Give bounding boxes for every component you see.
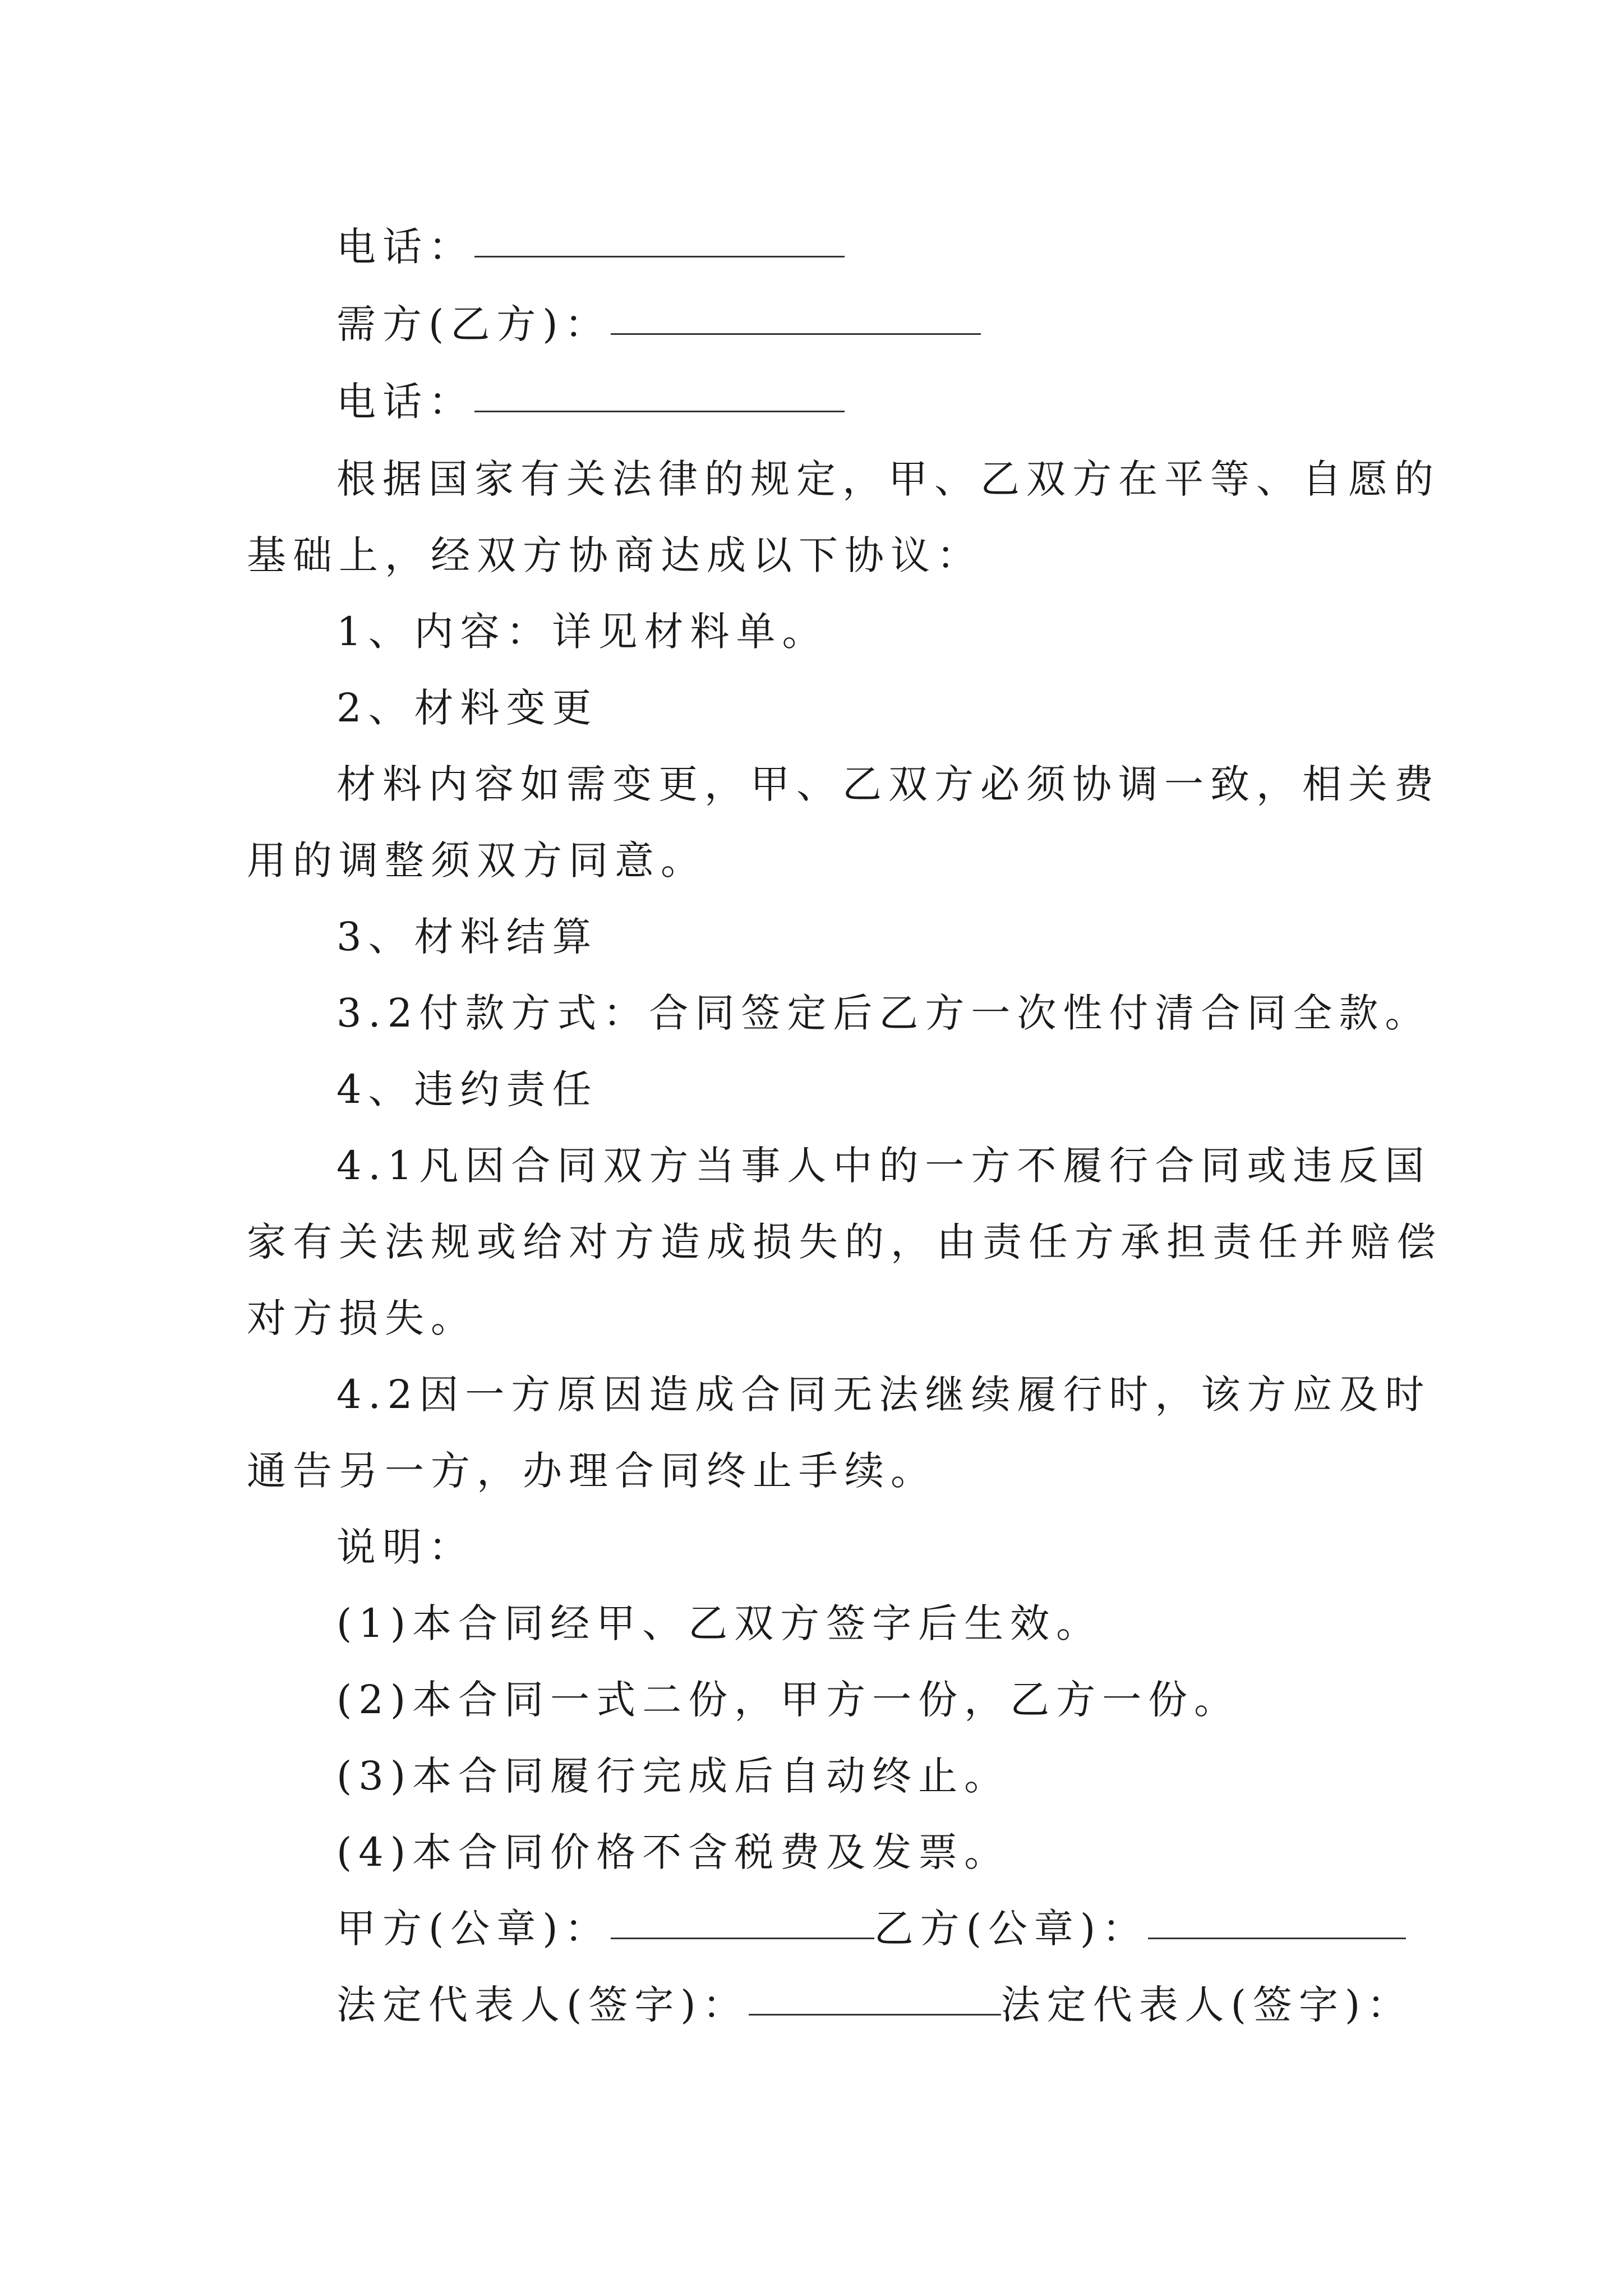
clause-text: 材料内容如需变更，甲、乙双方必须协调一致，相关费 <box>336 761 1440 807</box>
clause-text: 对方损失。 <box>247 1295 477 1341</box>
seal-row <box>336 1901 1406 1957</box>
phone-row-2 <box>336 374 845 430</box>
phone-row-1 <box>336 219 845 275</box>
party-a-seal-blank[interactable] <box>611 1901 874 1939</box>
legal-rep-a-blank[interactable] <box>749 1977 1001 2016</box>
buyer-row <box>336 296 981 352</box>
phone-blank[interactable] <box>474 219 845 257</box>
intro-line: 根据国家有关法律的规定，甲、乙双方在平等、自愿的 <box>336 456 1440 502</box>
clause-text: 通告另一方，办理合同终止手续。 <box>247 1448 937 1494</box>
clause-text: 家有关法规或给对方造成损失的，由责任方承担责任并赔偿 <box>247 1219 1442 1265</box>
note-item: (3)本合同履行完成后自动终止。 <box>336 1753 1011 1799</box>
legal-rep-label-a: 法定代表人(签字)： <box>336 1982 749 2028</box>
phone-label: 电话： <box>336 224 474 270</box>
clause-text: 3.2付款方式：合同签定后乙方一次性付清合同全款。 <box>336 990 1431 1036</box>
note-item: (4)本合同价格不含税费及发票。 <box>336 1829 1011 1875</box>
note-item: (2)本合同一式二份，甲方一份，乙方一份。 <box>336 1677 1241 1723</box>
clause-text: 4.2因一方原因造成合同无法继续履行时，该方应及时 <box>336 1372 1431 1418</box>
clause-heading: 3、材料结算 <box>336 914 598 960</box>
legal-rep-row <box>336 1977 1413 2033</box>
buyer-label: 需方(乙方)： <box>336 301 611 347</box>
party-b-seal-label: 乙方(公章)： <box>874 1906 1149 1952</box>
party-b-seal-blank[interactable] <box>1148 1901 1406 1939</box>
clause-item: 1、内容：详见材料单。 <box>336 609 828 655</box>
clause-heading: 2、材料变更 <box>336 685 598 731</box>
buyer-blank[interactable] <box>611 296 981 335</box>
clause-text: 用的调整须双方同意。 <box>247 838 707 884</box>
intro-line: 基础上，经双方协商达成以下协议： <box>247 532 983 578</box>
note-item: (1)本合同经甲、乙双方签字后生效。 <box>336 1600 1103 1646</box>
legal-rep-label-b: 法定代表人(签字)： <box>1000 1982 1413 2028</box>
phone-label: 电话： <box>336 379 474 425</box>
clause-heading: 4、违约责任 <box>336 1066 598 1112</box>
party-a-seal-label: 甲方(公章)： <box>336 1906 611 1952</box>
clause-text: 4.1凡因合同双方当事人中的一方不履行合同或违反国 <box>336 1143 1431 1189</box>
phone-blank[interactable] <box>474 374 845 412</box>
notes-title: 说明： <box>336 1524 474 1570</box>
